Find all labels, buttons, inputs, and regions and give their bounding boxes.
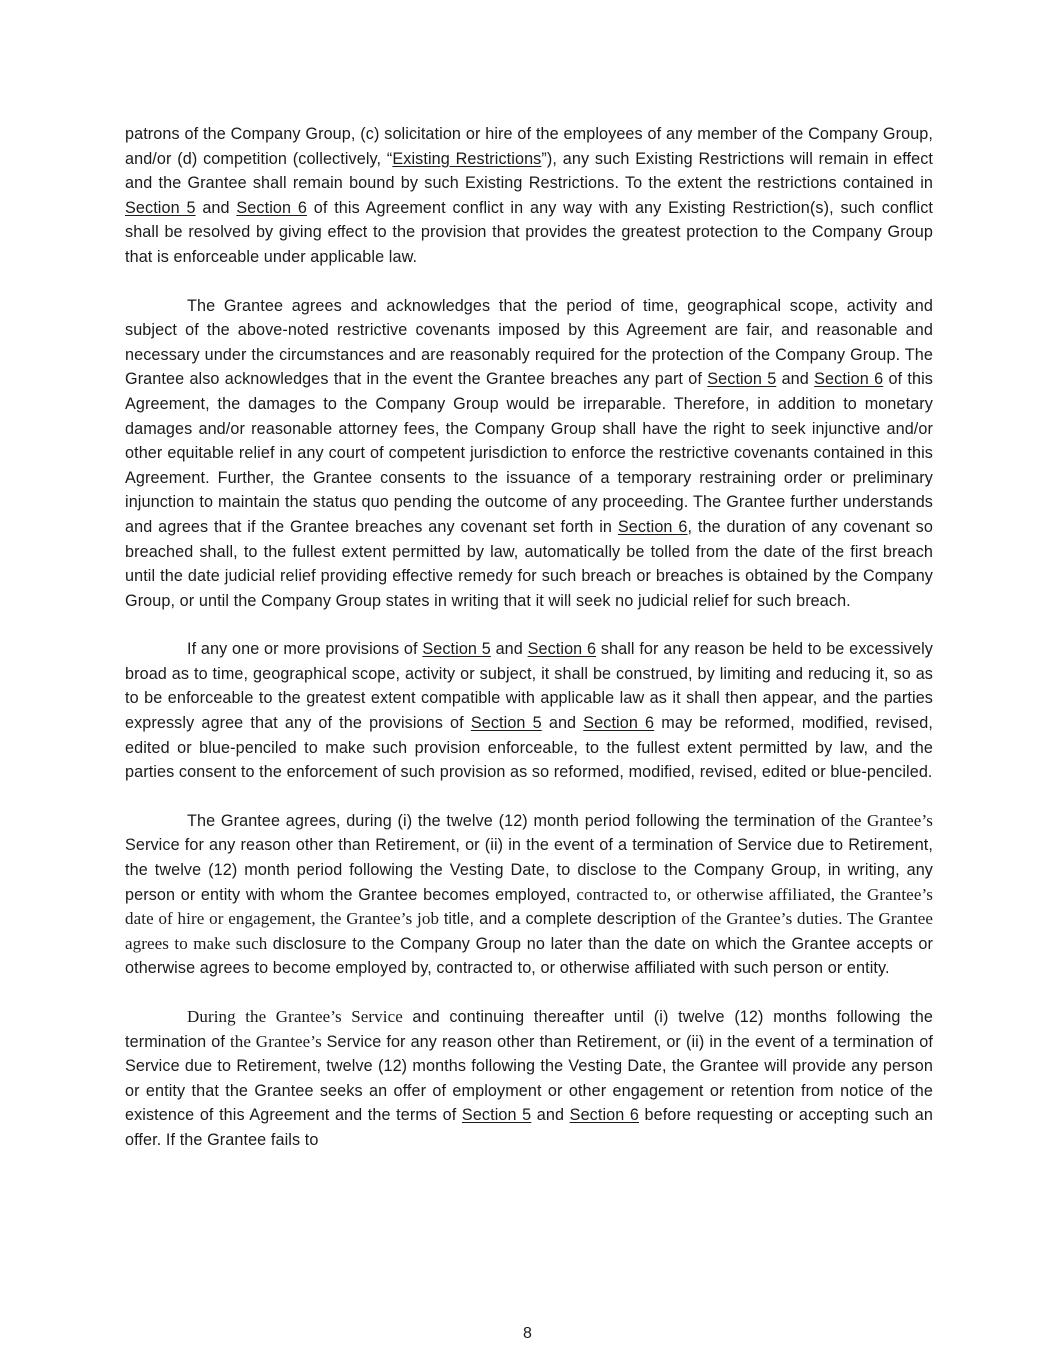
underlined-text: Existing Restrictions (392, 149, 542, 168)
text-run: During the Grantee’s Service (187, 1007, 413, 1026)
text-run: ”), any such Existing Restrictions will remain in effect and the Grantee shall remain bound by such Existing Restrictions. To the extent the restrictions contained in (125, 149, 933, 193)
text-run: of this Agreement conflict in any way with any Existing Restriction(s), such conflict shall be resolved by giving effect to the provision that provides the greatest protection to the Company Group that is enforceable under applicable law. (125, 198, 933, 266)
text-run: The Grantee agrees, during (i) the twelve (12) month period following the termination of (187, 811, 841, 830)
underlined-text: Section 6 (236, 198, 307, 217)
underlined-text: Section 6 (617, 517, 688, 536)
text-run: the Grantee’s (229, 1031, 327, 1051)
text-run: contracted to, or otherwise affiliated, the Grantee’s date of hire or engagement, the Grantee’s job (125, 884, 933, 929)
text-run: and (490, 640, 528, 659)
text-run: and continuing thereafter until (i) twelve (12) months following the termination of (125, 1008, 933, 1051)
underlined-text: Section 5 (461, 1106, 532, 1125)
text-run: and (776, 370, 815, 389)
underlined-text: Section 6 (569, 1106, 640, 1125)
underlined-text: Section 5 (707, 370, 777, 389)
paragraph (125, 809, 933, 981)
text-run: disclosure to the Company Group no later than the date on which the Grantee accepts or otherwise agrees to become employed by, contracted to, or otherwise affiliated with such person or entity. (125, 934, 933, 978)
underlined-text: Section 5 (125, 198, 196, 217)
text-run: before requesting or accepting such an offer. If the Grantee fails to (125, 1106, 933, 1149)
paragraph (125, 637, 933, 785)
text-run: and (531, 1106, 570, 1125)
text-run: If any one or more provisions of (187, 640, 423, 659)
text-run: Service for any reason other than Retirement, or (ii) in the event of a termination of Service due to Retirement, twelve (12) months following the Vesting Date, the Grantee will provide any person or entity that the Grantee seeks an offer of employment or other engagement or retention from notice of the existence of this Agreement and the terms of (125, 1032, 933, 1125)
text-run: patrons of the Company Group, (c) solicitation or hire of the employees of any member of the Company Group, and/or (d) competition (collectively, “ (125, 125, 933, 168)
underlined-text: Section 5 (422, 640, 491, 659)
paragraph (125, 294, 933, 614)
text-run: shall for any reason be held to be excessively broad as to time, geographical scope, activity or subject, it shall be construed, by limiting and reducing it, so as to be enforceable to the greatest extent compatible with applicable law as it shall then appear, and the parties expressly agree that any of the provisions of (125, 640, 933, 733)
text-run: title, and a complete description (443, 910, 682, 929)
page-number: 8 (523, 1325, 532, 1342)
text-run: of this Agreement, the damages to the Company Group would be irreparable. Therefore, in addition to monetary damages and/or reasonable attorney fees, the Company Group shall have the right to seek injunctive and/or other equitable relief in any court of competent jurisdiction to enforce the restrictive covenants contained in this Agreement. Further, the Grantee consents to the issuance of a temporary restraining order or preliminary injunction to maintain the status quo pending the outcome of any proceeding. The Grantee further understands and agrees that if the Grantee breaches any covenant set forth in (125, 370, 933, 536)
paragraph (125, 1005, 933, 1153)
underlined-text: Section 6 (527, 640, 597, 659)
underlined-text: Section 6 (583, 714, 655, 733)
text-run: and (541, 714, 584, 733)
text-run: of the Grantee’s duties. The Grantee agrees to make such (125, 909, 933, 953)
text-run: and (195, 198, 237, 217)
text-run: may be reformed, modified, revised, edited or blue-penciled to make such provision enforceable, to the fullest extent permitted by law, and the parties consent to the enforcement of such provision as so reformed, modified, revised, edited or blue-penciled. (125, 714, 933, 782)
text-run: The Grantee agrees and acknowledges that the period of time, geographical scope, activity and subject of the above-noted restrictive covenants imposed by this Agreement are fair, and reasonable and necessary under the circumstances and are reasonably required for the protection of the Company Group. The Grantee also acknowledges that in the event the Grantee breaches any part of (125, 296, 933, 389)
paragraph (125, 122, 933, 270)
document-body (125, 122, 933, 1153)
text-run: Service for any reason other than Retirement, or (ii) in the event of a termination of Service due to Retirement, the twelve (12) month period following the Vesting Date, to disclose to the Company Group, in writing, any person or entity with whom the Grantee becomes employed, (125, 836, 933, 904)
text-run: the Grantee’s (840, 810, 933, 830)
underlined-text: Section 5 (470, 714, 542, 733)
text-run: , the duration of any covenant so breached shall, to the fullest extent permitted by law, automatically be tolled from the date of the first breach until the date judicial relief providing effective remedy for such breach or breaches is obtained by the Company Group, or until the Company Group states in writing that it will seek no judicial relief for such breach. (125, 517, 933, 610)
underlined-text: Section 6 (814, 370, 884, 389)
